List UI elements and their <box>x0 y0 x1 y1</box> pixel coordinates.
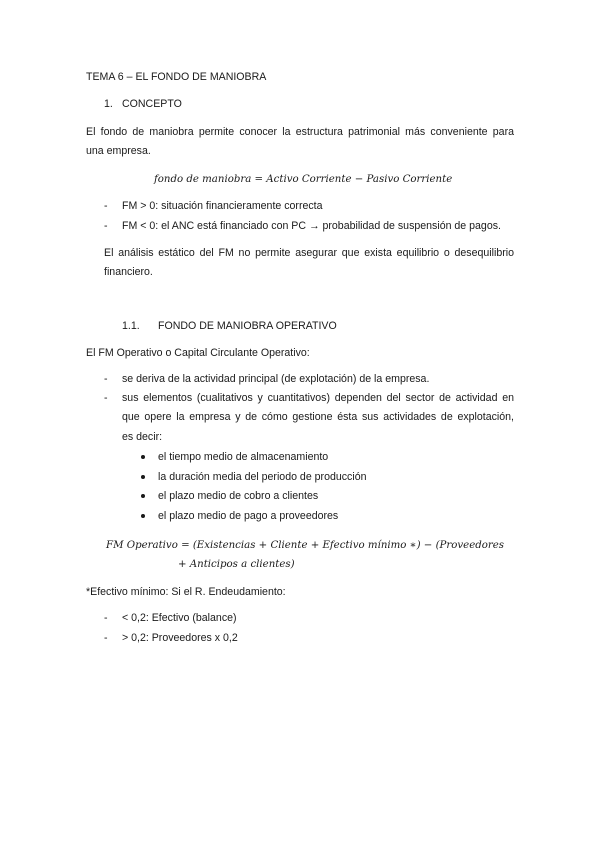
fm-operativo-formula-line-1: FM Operativo = (Existencias + Cliente + Efectivo mínimo ∗) − (Proveedores <box>106 540 505 551</box>
dash-marker: - <box>104 612 108 624</box>
sub-item-cobro: el plazo medio de cobro a clientes <box>158 490 319 502</box>
section-1-heading: CONCEPTO <box>122 98 182 110</box>
section-1-1-heading: FONDO DE MANIOBRA OPERATIVO <box>158 320 337 332</box>
section-1-note-line-1: El análisis estático del FM no permite asegurar que exista equilibrio o desequilibrio <box>104 247 514 259</box>
dash-marker: - <box>104 373 108 385</box>
fondo-de-maniobra-formula: fondo de maniobra = Activo Corriente − Pasivo Corriente <box>154 174 453 185</box>
bullet-icon <box>141 475 145 479</box>
dash-marker: - <box>104 220 108 232</box>
fm-negative-item: FM < 0: el ANC está financiado con PC → probabilidad de suspensión de pagos. <box>122 220 501 232</box>
efectivo-minimo-footnote: *Efectivo mínimo: Si el R. Endeudamiento: <box>86 586 286 598</box>
operativo-item-2-line-1: sus elementos (cualitativos y cuantitativos) dependen del sector de actividad en <box>122 392 514 404</box>
bullet-icon <box>141 455 145 459</box>
section-1-1-number: 1.1. <box>122 320 140 332</box>
operativo-item-2-line-3: es decir: <box>122 431 163 443</box>
bullet-icon <box>141 514 145 518</box>
footnote-item-efectivo: < 0,2: Efectivo (balance) <box>122 612 237 624</box>
dash-marker: - <box>104 392 108 404</box>
section-1-note-line-2: financiero. <box>104 266 153 278</box>
section-1-number: 1. <box>104 98 113 110</box>
section-1-1-intro: El FM Operativo o Capital Circulante Operativo: <box>86 347 310 359</box>
sub-item-produccion: la duración media del periodo de producción <box>158 471 367 483</box>
document-title: TEMA 6 – EL FONDO DE MANIOBRA <box>86 71 267 83</box>
fm-positive-item: FM > 0: situación financieramente correcta <box>122 200 323 212</box>
dash-marker: - <box>104 200 108 212</box>
sub-item-almacenamiento: el tiempo medio de almacenamiento <box>158 451 329 463</box>
bullet-icon <box>141 494 145 498</box>
sub-item-pago: el plazo medio de pago a proveedores <box>158 510 339 522</box>
operativo-item-2-line-2: que opere la empresa y de cómo gestione ésta sus actividades de explotación, <box>122 411 514 423</box>
section-1-intro-line-2: una empresa. <box>86 145 151 157</box>
section-1-intro-line-1: El fondo de maniobra permite conocer la estructura patrimonial más conveniente para <box>86 126 514 138</box>
operativo-item-1: se deriva de la actividad principal (de explotación) de la empresa. <box>122 373 430 385</box>
fm-operativo-formula-line-2: + Anticipos a clientes) <box>178 559 295 570</box>
footnote-item-proveedores: > 0,2: Proveedores x 0,2 <box>122 632 238 644</box>
dash-marker: - <box>104 632 108 644</box>
